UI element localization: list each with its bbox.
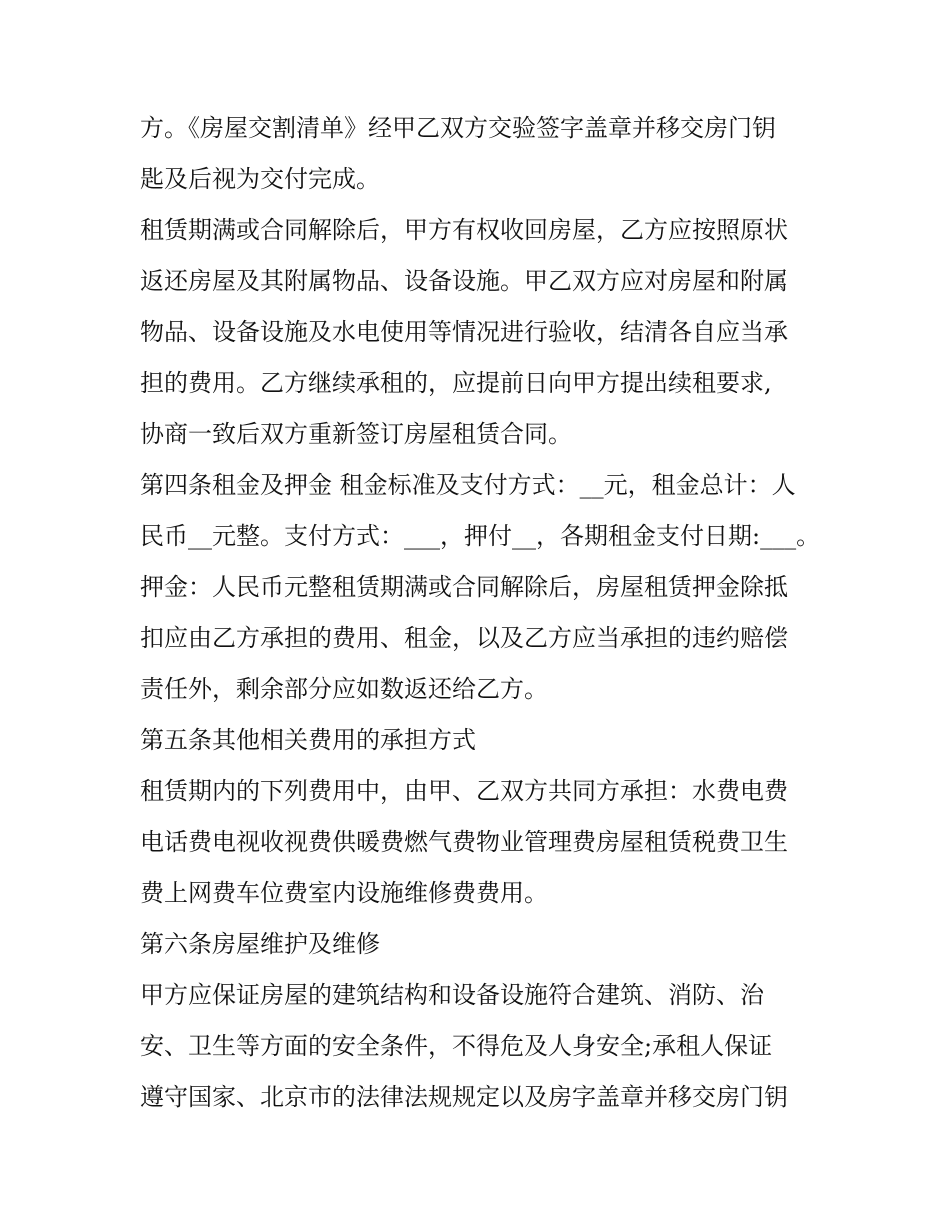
text-line: 民币__元整。支付方式：___，押付__，各期租金支付日期:___。: [140, 522, 821, 550]
section-heading-line: 第四条租金及押金 租金标准及支付方式：__元，租金总计：人: [140, 471, 796, 499]
text-line: 匙及后视为交付完成。: [140, 165, 380, 193]
text-line: 租赁期满或合同解除后，甲方有权收回房屋，乙方应按照原状: [140, 216, 788, 244]
text-line: 押金：人民币元整租赁期满或合同解除后，房屋租赁押金除抵: [140, 573, 788, 601]
text-line: 甲方应保证房屋的建筑结构和设备设施符合建筑、消防、治: [140, 981, 764, 1009]
contract-text-block: [140, 103, 830, 1123]
text-line: 费上网费车位费室内设施维修费费用。: [140, 879, 548, 907]
text-line: 电话费电视收视费供暖费燃气费物业管理费房屋租赁税费卫生: [140, 828, 788, 856]
text-line: 安、卫生等方面的安全条件，不得危及人身安全;承租人保证: [140, 1032, 773, 1060]
text-line: 责任外，剩余部分应如数返还给乙方。: [140, 675, 548, 703]
text-line: 物品、设备设施及水电使用等情况进行验收，结清各自应当承: [140, 318, 788, 346]
text-line: 扣应由乙方承担的费用、租金，以及乙方应当承担的违约赔偿: [140, 624, 788, 652]
text-line: 协商一致后双方重新签订房屋租赁合同。: [140, 420, 572, 448]
text-line: 租赁期内的下列费用中，由甲、乙双方共同方承担：水费电费: [140, 777, 788, 805]
text-line: 担的费用。乙方继续承租的，应提前日向甲方提出续租要求,: [140, 369, 772, 397]
text-line: 返还房屋及其附属物品、设备设施。甲乙双方应对房屋和附属: [140, 267, 788, 295]
section-heading-line: 第五条其他相关费用的承担方式: [140, 726, 476, 754]
text-line: 遵守国家、北京市的法律法规规定以及房字盖章并移交房门钥: [140, 1083, 788, 1111]
text-line: 方。《房屋交割清单》经甲乙双方交验签字盖章并移交房门钥: [140, 114, 776, 142]
section-heading-line: 第六条房屋维护及维修: [140, 930, 380, 958]
